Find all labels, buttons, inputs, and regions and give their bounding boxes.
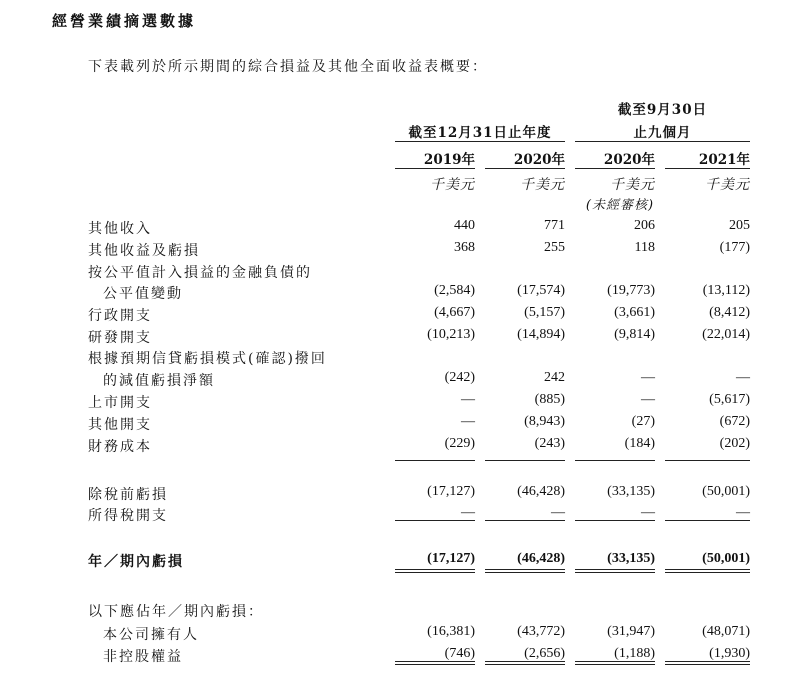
row-value: (885)	[534, 392, 565, 407]
row-value: (46,428)	[517, 551, 565, 566]
total-double-line-3	[575, 569, 655, 573]
row-value: 771	[544, 218, 565, 233]
header-nine-group-underline	[575, 141, 750, 142]
row-value: —	[461, 414, 475, 429]
row-value: (8,412)	[709, 305, 750, 320]
row-value: (17,127)	[427, 551, 475, 566]
unit-col-3: 千美元	[610, 177, 655, 193]
row-value: (17,127)	[427, 484, 475, 499]
total-double-line-4	[665, 569, 750, 573]
header-year-group-underline	[395, 141, 565, 142]
row-label: 按公平值計入損益的金融負債的	[88, 265, 312, 281]
col-header-2021-nine-month: 2021年	[698, 152, 750, 168]
row-value: (17,574)	[517, 283, 565, 298]
row-label: 根據預期信貸虧損模式(確認)撥回	[88, 351, 327, 367]
row-value: (9,814)	[614, 327, 655, 342]
row-value: —	[461, 505, 475, 520]
unaudited-note: (未經審核)	[585, 198, 655, 213]
row-value: (672)	[719, 414, 750, 429]
row-value: (33,135)	[607, 551, 655, 566]
row-label: 非控股權益	[103, 649, 183, 665]
header-nine-group-line1: 截至9月30日	[617, 102, 708, 118]
row-value: 242	[544, 370, 565, 385]
total-double-line-1	[395, 569, 475, 573]
attrib-double-line-4	[665, 661, 750, 665]
col-header-2019: 2019年	[423, 152, 475, 168]
subtotal-line-4	[665, 460, 750, 461]
col-underline-1	[395, 168, 475, 169]
col-underline-3	[575, 168, 655, 169]
row-value: (10,213)	[427, 327, 475, 342]
row-value: (242)	[444, 370, 475, 385]
subtotal-line-2	[485, 460, 565, 461]
row-label: 上市開支	[88, 395, 152, 411]
row-value: (2,656)	[524, 646, 565, 661]
row-value: (14,894)	[517, 327, 565, 342]
row-value: (13,112)	[702, 283, 750, 298]
row-value: (746)	[444, 646, 475, 661]
row-value: (1,930)	[709, 646, 750, 661]
tax-line-3	[575, 520, 655, 521]
unit-col-4: 千美元	[705, 177, 750, 193]
row-label: 財務成本	[88, 439, 152, 455]
row-label: 行政開支	[88, 308, 152, 324]
tax-line-4	[665, 520, 750, 521]
row-value: (229)	[444, 436, 475, 451]
row-label: 年／期內虧損	[88, 554, 184, 570]
row-value: (8,943)	[524, 414, 565, 429]
row-label: 所得稅開支	[88, 508, 168, 524]
row-value: 440	[454, 218, 475, 233]
row-value: (1,188)	[614, 646, 655, 661]
row-value: —	[461, 392, 475, 407]
row-value: (31,947)	[607, 624, 655, 639]
row-value: (5,157)	[524, 305, 565, 320]
row-value: 118	[634, 240, 655, 255]
row-value: —	[551, 505, 565, 520]
row-value: (33,135)	[607, 484, 655, 499]
row-label: 其他收入	[88, 221, 152, 237]
col-header-2020-nine-month: 2020年	[603, 152, 655, 168]
header-year-group: 截至12月31日止年度	[408, 125, 552, 141]
subtotal-line-3	[575, 460, 655, 461]
row-value: (19,773)	[607, 283, 655, 298]
row-value: (46,428)	[517, 484, 565, 499]
row-value: (184)	[624, 436, 655, 451]
col-header-2020-annual: 2020年	[513, 152, 565, 168]
row-value: 255	[544, 240, 565, 255]
row-value: (243)	[534, 436, 565, 451]
row-value: (48,071)	[702, 624, 750, 639]
row-value: —	[641, 370, 655, 385]
row-value: (27)	[631, 414, 655, 429]
attrib-double-line-1	[395, 661, 475, 665]
unit-col-1: 千美元	[430, 177, 475, 193]
row-value: (4,667)	[434, 305, 475, 320]
row-value: —	[641, 505, 655, 520]
row-value: (2,584)	[434, 283, 475, 298]
row-label: 以下應佔年／期內虧損：	[88, 604, 264, 620]
row-value: 206	[634, 218, 655, 233]
row-label: 本公司擁有人	[103, 627, 199, 643]
row-value: (22,014)	[702, 327, 750, 342]
row-value: (50,001)	[702, 484, 750, 499]
row-label: 其他收益及虧損	[88, 243, 200, 259]
tax-line-2	[485, 520, 565, 521]
section-heading: 經營業績摘選數據	[52, 12, 197, 30]
col-underline-4	[665, 168, 750, 169]
row-value: (177)	[719, 240, 750, 255]
row-value: —	[736, 505, 750, 520]
row-label: 公平值變動	[103, 286, 183, 302]
row-value: (50,001)	[702, 551, 750, 566]
subtotal-line-1	[395, 460, 475, 461]
row-value: (5,617)	[709, 392, 750, 407]
header-nine-group-line2: 止九個月	[633, 125, 692, 141]
row-value: (202)	[719, 436, 750, 451]
row-label: 的減值虧損淨額	[103, 373, 215, 389]
row-label: 研發開支	[88, 330, 152, 346]
row-value: 205	[729, 218, 750, 233]
row-value: —	[641, 392, 655, 407]
total-double-line-2	[485, 569, 565, 573]
tax-line-1	[395, 520, 475, 521]
row-label: 除稅前虧損	[88, 487, 168, 503]
unit-col-2: 千美元	[520, 177, 565, 193]
intro-text: 下表載列於所示期間的綜合損益及其他全面收益表概要：	[88, 59, 488, 75]
attrib-double-line-2	[485, 661, 565, 665]
row-label: 其他開支	[88, 417, 152, 433]
row-value: (16,381)	[427, 624, 475, 639]
row-value: 368	[454, 240, 475, 255]
row-value: —	[736, 370, 750, 385]
row-value: (3,661)	[614, 305, 655, 320]
col-underline-2	[485, 168, 565, 169]
attrib-double-line-3	[575, 661, 655, 665]
row-value: (43,772)	[517, 624, 565, 639]
